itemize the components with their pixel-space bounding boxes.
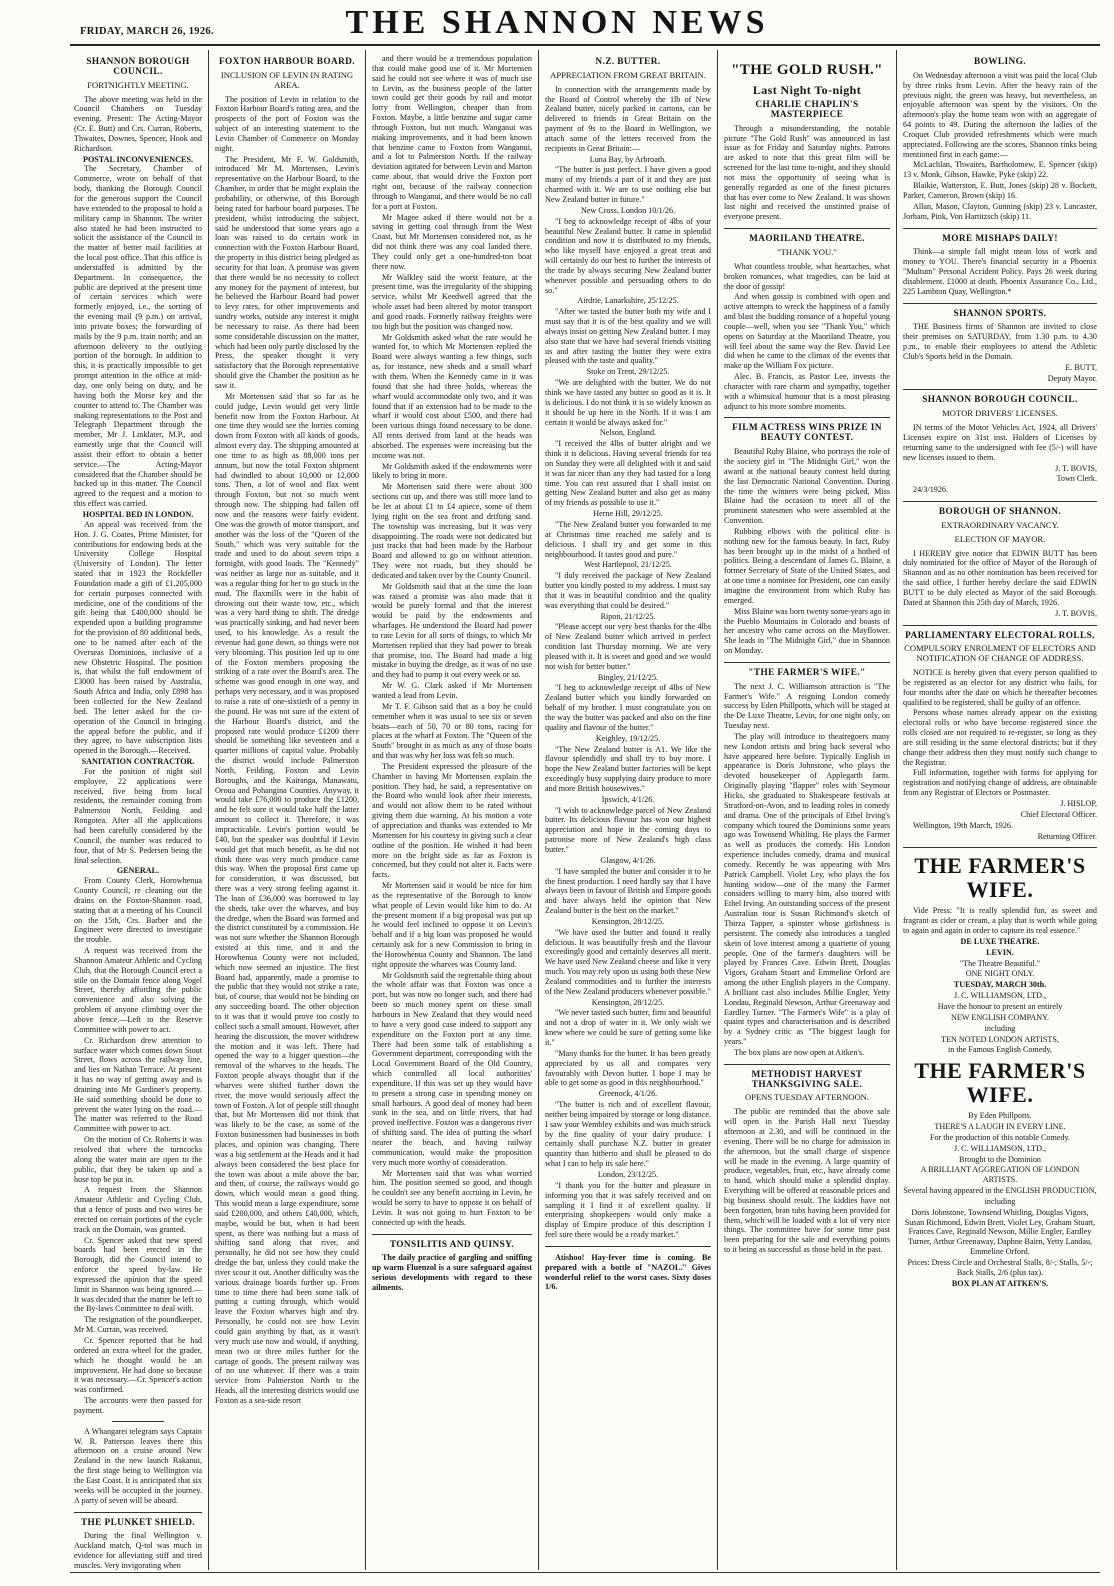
paragraph: Mr Mortensen said there were about 300 sections cut up, and there was still more land to be let at about £1 to £4 apiece, some of them lying right on the sea front and drifting sand. The township was increasing, but it was very disappointing. The roads were not dedicated but just tracks that had been made by the Harbour Board and allowed to go on without attention. They were not roads, but they should be dedicated and taken over by the County Council. <box>372 482 532 580</box>
paragraph: Miss Blaine was born twenty some-years ago in the Pueblo Mountains in Colorado and boasts of her ancestry who came across on the Mayflower. She leads in "The Midnight Girl," due in Shannon on Monday. <box>724 606 890 656</box>
footer-rule <box>70 1572 1100 1573</box>
paragraph: The play will introduce to theatregoers many new London artists and bring back several who have appeared here before. Typically English in appearance is Doris Johnstone, who plays the devoted housekeeper of Applegarth farm. Originally playing "flapper" roles with Seymour Hicks, she graduated to Shakespeare festivals at Stratford-on-Avon, and to leading roles in comedy and drama. One of the principals of Ethel Irving's company which toured the Dominions some years ago was Townsend Whitling. He plays the Farmer as well as produces the comedy. His London experience includes comedy, drama and musical comedy. Recently he was appearing with Mrs Patrick Campbell. Violet Ley, who plays the fox hunting widow—one of the many the Farmer considers willing to marry him, also toured with Ethel Irving. An outstanding success of the present Australian tour is Susan Richmond's sketch of Thirza Tapper, a spinster whose girlishness is persistent. The comedy also introduces a tangled skein of love interest among a quartette of young people. One of the farmer's daughters will be played by Frances Cave. Edwin Brett, Douglas Vigors, Graham Stuart and Emmeline Orford are among the other English players in the Company. A brilliant cast also includes Millie Engler, Yetty Londau, Reginald Newson, Arthur Greenaway and Eardley Turner. "The Farmer's Wife" is a play of quaint types and characterisation and is described by a Sydney critic as "The biggest laugh for years." <box>724 731 890 1047</box>
paragraph: In connection with the arrangements made by the Board of Control whereby the 1lb of New Zealand butter, nicely packed in cartons, can be delivered to friends in Great Britain on the payment of 9s to the Board in Wellington, we attach some of the letters received from the recipients in Great Britain:— <box>545 84 711 153</box>
advertisement-line: BOX PLAN AT AITKEN'S. <box>951 1278 1049 1288</box>
advertisement-line: THERE'S A LAUGH IN EVERY LINE. <box>934 1122 1066 1132</box>
letter-quote: "Please accept our very best thanks for the 4lbs of New Zealand butter which arrived in perfect condition last Thursday morning. We are very pleased with it. It is sweet and good and we would not wish for better butter." <box>545 622 711 671</box>
divider <box>903 228 1097 229</box>
divider <box>724 417 890 418</box>
advertisement-text: Think—a simple fall might mean loss of work and money to YOU. There's financial security in a Phoenix "Multum" Personal Accident Policy. Pays 26 week during disablement. £1000 at death. Phoenix Assurance Co., Ltd., 225 Lambton Quay, Wellington.* <box>903 247 1097 296</box>
paragraph: Mr Walkley said the worst feature, at the present time, was the irregularity of the shipping service, whilst Mr Keedwell agreed that the whole asset had been altered by motor transport and good roads. Formerly railway freights were too high but the position was changed now. <box>372 272 532 331</box>
letter-quote: "I received the 4lbs of butter alright and we think it is delicious. Having several friends for tea on Sunday they were all delighted with it and said it was far nicer than any they had tasted for a long time. You can rest assured that I shall insist on getting New Zealand butter and also get as many of my friends as possible to use it." <box>545 439 711 508</box>
advertisement-line: For the production of this notable Comedy. <box>929 1132 1071 1142</box>
advertisement-line: TUESDAY, MARCH 30th. <box>953 980 1047 990</box>
paragraph: An appeal was received from the Hon. J. G. Coates, Prime Minister, for contributions for endowing beds at the University College Hospital (University of London). The letter stated that in 1923 the Rockfeller Foundation made a gift of £1,205,000 for certain purposes connected with medicine, one of the conditions of the gift being that £400,000 should be expended upon a building programme for the provision of 80 additional beds, one to be named after each of the Overseas Dominions, inclusive of a new Obstetric Hospital. The position is, that whilst the full endowment of £3000 has been raised by Australia, South Africa and India, only £898 has been collected for the New Zealand bed. The letter asked for the co-operation of the Council in bringing the appeal before the public, and if they agree, to have subscription lists opened in the Borough.—Received. <box>74 519 202 756</box>
notice-heading: SHANNON SPORTS. <box>953 308 1047 319</box>
paragraph: Mr Goldsmith said the regrettable thing about the whole affair was that Foxton was once a port, but was now no longer such, and there had been so much money spent on these small harbours in New Zealand that they would need to have a very good case indeed to support any expenditure on the Foxton port at any time. There had been some talk of establishing a Government department, corresponding with the Local Government Board of the Old Country, which controlled all local authorities' expenditure. If this was set up they would have to present a strong case in spending money on small harbours. A good deal of money had been sunk in the sea, and on little rivers, that had proved ineffective. Foxton was a dangerous river of shifting sand. The idea of putting the wharf nearer the beach, and having railway communication, would make the proposition very much more worthy of consideration. <box>372 970 532 1167</box>
article-heading: N.Z. BUTTER. <box>595 57 661 67</box>
notice-date: Wellington, 19th March, 1926. <box>913 820 1013 830</box>
divider <box>112 1421 163 1422</box>
paragraph: On the motion of Cr. Roberts it was resolved that where the turncocks along the water main are open to the public, that they be taken up and a hose top be put in. <box>74 1135 202 1184</box>
paragraph: Blaikie, Watterston, E. Butt, Jones (skip) 28 v. Bockett, Parker, Cameron, Brown (skip) 16. <box>903 181 1097 200</box>
divider <box>724 228 890 229</box>
notice-subheading: COMPULSORY ENROLMENT OF ELECTORS AND NOTIFICATION OF CHANGE OF ADDRESS. <box>904 643 1096 664</box>
paragraph: Cr. Richardson drew attention to surface water which comes down Stout Street, flows across the railway line, and lies on Nathan Terrace. At present it has no way of getting away and is draining into Mr Gardiner's property. He said something should be done to prevent the water lying on the road.—The matter was referred to the Road Committee with power to act. <box>74 1035 202 1134</box>
letter-quote: "The New Zealand butter is A1. We like the flavour splendidly and shall try to buy more. I hope the New Zealand butter factories will be kept exceedingly busy supplying dairy produce to more and more British housewives." <box>545 744 711 793</box>
advertisement-line: By Eden Phillpotts. <box>968 1111 1032 1121</box>
advertisement-title: THE FARMER'S WIFE. <box>914 1058 1086 1108</box>
letter-quote: "We have used the butter and found it really delicious. It was beautifully fresh and the flavour exceedingly good and certainly deserves all merit. We have used New Zealand cheese and like it very much. You may rely upon us using both these New Zealand commodities and to further the interests of the New Zealand producers whenever possible." <box>545 927 711 996</box>
divider <box>903 847 1097 848</box>
letter-location: Bingley, 21/12/25. <box>597 672 659 682</box>
advertisement-line: "The Theatre Beautiful." <box>959 958 1041 968</box>
advertisement-text: Atishoo! Hay-fever time is coming. Be prepared with a bottle of "NAZOL." Gives wonderful relief to the worst cases. Sixty doses 1/6. <box>545 1252 711 1292</box>
article-subheading: FORTNIGHTLY MEETING. <box>87 79 189 90</box>
issue-date: FRIDAY, MARCH 26, 1926. <box>80 26 214 37</box>
column-2 <box>209 50 365 1570</box>
advertisement-title: THE FARMER'S WIFE. <box>914 853 1086 903</box>
paragraph: Allan, Mason, Clayton, Gunning (skip) 23 v. Lancaster, Jorham, Pink, Von Hartitzsch (skip) 11. <box>903 201 1097 221</box>
paragraph: McLachlan, Thwaites, Bartholomew, E. Spencer (skip) 13 v. Monk, Gibson, Hawke, Pyke (skip) 22. <box>903 160 1097 180</box>
paragraph: What countless trouble, what heartaches, what broken romances, what tragedies, can be laid at the door of gossip! <box>724 261 890 291</box>
column-4 <box>539 50 717 1570</box>
signature: J. HISLOP, <box>1060 799 1097 808</box>
paragraph: Mr W. G. Clark asked if Mr Mortensen wanted a lead from Levin. <box>372 681 532 700</box>
paragraph: Rubbing elbows with the political elite is nothing new for the famous beauty. In fact, Ruby has been brought up in the midst of a hotbed of politics. Being a descendant of James G. Blaine, a former Secretary of State of the United States, and at one time a nominee for President, one can easily imagine the environment from which Ruby has emerged. <box>724 526 890 605</box>
article-heading: THE PLUNKET SHIELD. <box>80 1517 196 1528</box>
letter-quote: "The butter is rich and of excellent flavour, neither being impaired by storage or long distance. I saw your Wembley exhibits and was much struck by the fine quality of your dairy produce. I certainly shall purchase N.Z. butter in greater quantity than hitherto and shall be pleased to do what I can to help its sale here." <box>545 1100 711 1169</box>
paragraph: Mr Goldsmith asked if the endowments were likely to bring in more. <box>372 461 532 481</box>
article-subheading: Last Night To-night <box>752 83 862 97</box>
newspaper-title: THE SHANNON NEWS <box>345 4 769 41</box>
divider <box>724 1064 890 1065</box>
notice-text: Persons whose names already appear on the existing electoral rolls or who have become registered since the rolls closed are not required to re-register, so long as they are still residing in the same electoral districts; but if they change their address then they must notify such change to the Registrar. <box>903 708 1097 767</box>
signature-title: Town Clerk. <box>1056 474 1097 484</box>
notice-subheading: MOTOR DRIVERS' LICENSES. <box>942 408 1058 419</box>
divider <box>545 1246 711 1247</box>
notice-heading: PARLIAMENTARY ELECTORAL ROLLS. <box>905 630 1095 641</box>
paragraph: The public are reminded that the above sale will open in the Parish Hall next Tuesday afternoon at 2.30, and will be continued in the evening. There will be no charge for admission in the afternoon, but the small charge of sixpence will be made in the evening. A large quantity of produce, vegetables, fruit, etc., have already come to hand, which should make a splendid display. Everything will be offered at reasonable prices and big business should result. The kiddies have not been forgotten, bran tubs having been provided for them, which will be loaded with a lot of very nice things. The committee have for some time past been preparing for the sale and everything points to it being as successful as those held in the past. <box>724 1107 890 1255</box>
letter-location: Luna Bay, by Arbroath. <box>589 154 667 164</box>
advertisement-line: Prices: Dress Circle and Orchestral Stalls, 8/-; Stalls, 5/-; Back Stalls, 2/6 (plus tax). <box>907 1258 1093 1277</box>
article-heading: "THE FARMER'S WIFE." <box>748 667 866 678</box>
divider <box>74 1512 202 1513</box>
article-subheading: OPENS TUESDAY AFTERNOON. <box>744 1092 870 1103</box>
article-heading: "THE GOLD RUSH." <box>731 62 883 78</box>
notice-subheading: ELECTION OF MAYOR. <box>954 533 1046 544</box>
paragraph: Mr Mortensen said it would be nice for him as the representative of the Borough to know what people of Levin would like him to do. At the present moment if a big proposal was put up he would feel inclined to oppose it on Levin's behalf and if a big loan was proposed he would certainly ask for a new Commission to bring in the Horowhenua County and Shannon. The land right opposite the wharves was County land. <box>372 881 532 969</box>
divider <box>903 625 1097 626</box>
paragraph: The position of Levin in relation to the Foxton Harbour Board's rating area, and the prospects of the port of Foxton was the subject of an interesting statement to the Levin Chamber of Commerce on Monday night. <box>215 94 359 153</box>
article-heading: SHANNON BOROUGH COUNCIL. <box>86 57 190 77</box>
divider <box>903 389 1097 390</box>
article-heading: BOWLING. <box>973 57 1027 67</box>
paragraph: The box plans are now open at Aitken's. <box>734 1047 865 1057</box>
letter-location: Herne Hill, 29/12/25. <box>593 509 663 519</box>
notice-text: THE Business firms of Shannon are invited to close their premises on SATURDAY, from 1.30 p.m. to 4.30 p.m., to enable their employees to attend the Athletic Club's Sports held in the Domain. <box>903 322 1097 361</box>
paragraph: The Secretary, Chamber of Commerce, wrote on behalf of that body, thanking the Borough Council for the generous support the Council have extended to the proposal to hold a military camp in Shannon. The writer also stated he had been instructed to solicit the assistance of the Council in the matter of better mail facilities at the local post office. That this office is understaffed is admitted by the Department. In consequence, the public are deprived at the present time of certain services which were formerly enjoyed, i.e., the sorting of the evening mail (9 p.m.) on arrival, into private boxes; the forwarding of mails by the 9 p.m. train north; and an afternoon delivery to the outlying portion of the borough. In addition to this, it is practically impossible to get prompt attention in the office at mid-day, one only being on duty, and he having both the Morse key and the counter to attend to. The Chamber was making representations to the Post and Telegraph Department through the member, Mr J. Linklater, M.P., and earnestly urge that the Council will assist their effort to obtain a better service.—The Acting-Mayor considered that the Chamber should be backed up in this matter. The Council agreed to the request and a motion to this effect was carried. <box>74 164 202 509</box>
signature: J. T. BOVIS, <box>1055 608 1097 618</box>
paragraph: A request from the Shannon Amateur Athletic and Cycling Club, that a fence of posts and two wires be erected on certain portions of the cycle track on the Domain, was granted. <box>74 1185 202 1234</box>
paragraph: A Whangarei telegram says Captain W. R. Patterson leaves there this afternoon on a cruise around New Zealand in the new launch Rakanui, the first stage being to Wellington via the East Coast. It is anticipated that six weeks will be occupied in the journey. A party of seven will be aboard. <box>74 1426 202 1505</box>
letter-quote: "I have sampled the butter and consider it to be the finest production. I need hardly say that I have always been in favour of British and Empire goods and have always held the opinion that New Zealand butter is the best on the market." <box>545 866 711 916</box>
advertisement-line: Brought to the Dominion <box>959 1154 1041 1164</box>
advertisement-line: A BRILLIANT AGGREGATION OF LONDON ARTISTS. <box>920 1165 1080 1185</box>
advertisement-line: LEVIN. <box>986 947 1014 957</box>
advertisement-line: J. C. WILLIAMSON, LTD., <box>953 991 1047 1001</box>
notice-heading: SHANNON BOROUGH COUNCIL. <box>922 395 1078 406</box>
paragraph: Mr Goldsmith asked what the rate would be wanted for, to which Mr Mortensen replied the Board were always wanting a few things, such as, for instance, new sheds and a small wharf with them. When the Kennedy came in it was found that she had three holds, whereas the wharf would accommodate only two, and it was found that if an extension had to be made to the wharf it would cost about £500, and there had been various things found necessary to be done. All rents derived from land at the heads was absorbed. The expenses were increasing but the income was not. <box>372 332 532 460</box>
advertisement-text: Vide Press: "It is really splendid fun, as sweet and fragrant as cider or cream, a play that is worth while going to again and again in order to capture its real essence." <box>903 906 1097 936</box>
signature: E. BUTT, <box>1065 362 1097 372</box>
letter-location: Kensington, 28/12/25. <box>591 916 665 926</box>
paragraph: Alec. B. Francis, as Pastor Lee, invests the character with rare charm and sympathy, together with a whimsical humour that is a most pleasing adjunct to his more sombre moments. <box>724 372 890 411</box>
signature-title: Deputy Mayor. <box>1047 373 1097 383</box>
article-subheading: APPRECIATION FROM GREAT BRITAIN. <box>550 69 706 80</box>
notice-text: Full information, together with forms for applying for registration and notifying change of address, are obtainable from any Registrar of Electors or Postmaster. <box>903 768 1097 798</box>
divider <box>724 662 890 663</box>
paragraph: and there would be a tremendous population that could make good use of it. Mr Mortensen said he could not see where it was of much use to Levin, as the business people of the latter town could get their goods by rail and motor lorry from Wellington, cheaper than from Foxton. Maybe, a little benzine and sugar came through Foxton, but not much. Wanganui was making improvements, and it had been known that benzine came to Foxton from Wanganui, and a lot to Palmerston North. If the railway deviation agitated for between Levin and Marton came about, that would drive the Foxton port right out, because of the railway connection through to Wanganui, and there would be no call for a port at Foxton. <box>372 54 532 211</box>
advertisement-line: in the Famous English Comedy, <box>948 1045 1052 1055</box>
advertisement-line: including <box>984 1023 1016 1033</box>
letter-quote: "I thank you for the butter and pleasure in informing you that it was safely received and on sampling it I find it of excellent quality. If enterprising shopkeepers would only make a display of Empire produce of this description I feel sure there would be a ready market." <box>545 1180 711 1240</box>
letter-quote: "After we tasted the butter both my wife and I must say that it is of the best quality and we will always insist on getting New Zealand butter. I may also state that we have had several friends visiting us and after tasting the butter they were extra pleased with the taste and quality." <box>545 307 711 366</box>
section-heading: SANITATION CONTRACTOR. <box>81 757 195 767</box>
notice-subheading: EXTRAORDINARY VACANCY. <box>941 519 1059 530</box>
notice-text: NOTICE is hereby given that every person qualified to be registered as an elector for any district who fails, for four months after the date on which he thereafter becomes qualified to be registered, shall be guilty of an offence. <box>903 668 1097 707</box>
column-5 <box>718 50 896 1570</box>
advertisement-line: J. C. WILLIAMSON, LTD., <box>953 1143 1047 1153</box>
paragraph: The President, Mr F. W. Goldsmith, introduced Mr M. Mortensen, Levin's representative on the Harbour Board, to the Chamber, in order that he might explain the probability, or otherwise, of this Borough being rated for harbour board purposes. The president, whilst introducing the subject, said he understood that some years ago a loan was raised to do certain work in connection with the Foxton Harbour Board, the property in this district being pledged as security for that loan. A promise was given that there would be no necessity to collect any money for the payment of interest, but he believed the Harbour Board had power to levy rates, for other improvements and sundry works, outside any interest it might be necessary to raise. As there had been some considerable discussion on the matter, which had been only partly disclosed by the Press, the speaker thought it very satisfactory that the Borough representative should give the Chamber the position as he saw it. <box>215 154 359 390</box>
advertisement-heading: MORE MISHAPS DAILY! <box>942 233 1058 244</box>
divider <box>372 1234 532 1235</box>
letter-location: Nelson, England. <box>599 428 657 438</box>
letter-location: Airdrie, Lanarkshire, 25/12/25. <box>577 296 679 306</box>
article-heading: FILM ACTRESS WINS PRIZE IN BEAUTY CONTEST. <box>732 423 882 444</box>
letter-quote: "I wish to acknowledge parcel of New Zealand butter. Its delicious flavour has won our highest appreciation and hope in the coming days to patronise more of New Zealand's high class butter." <box>545 805 711 854</box>
paragraph: From County Clerk, Horowhenua County Council, re cleaning out the drains on the Foxton-Shannon road, stating that at a meeting of his Council on the 15th, Crs. Barber and the Engineer were directed to investigate the trouble. <box>74 876 202 945</box>
paragraph: The resignation of the poundkeeper, Mr M. Curran, was received. <box>74 1315 202 1335</box>
paragraph: Cr. Spencer reported that he had ordered an extra wheel for the grader, which he thought would be an improvement. He had done so because it was necessary.—Cr. Spencer's action was confirmed. <box>74 1336 202 1395</box>
advertisement-line: TEN NOTED LONDON ARTISTS, <box>941 1034 1059 1044</box>
paragraph: The daily practice of gargling and sniffing up warm Fluenzol is a sure safeguard against serious developments with regard to these ailments. <box>372 1253 532 1292</box>
letter-quote: "We never tasted such butter, firm and beautiful and not a drop of water in it. We only wish we knew where we could be sure of getting some like it." <box>545 1008 711 1047</box>
article-heading: FOXTON HARBOUR BOARD. <box>218 57 356 67</box>
letter-quote: "The butter is just perfect. I have given a good many of my friends a part of it and they are just charmed with it. We are to use nothing else but New Zealand butter in future." <box>545 165 711 204</box>
signature: J. T. BOVIS, <box>1055 463 1097 473</box>
paragraph: For the position of night soil employee, 22 applications were received, five being from local residents, the remainder coming from Palmerston North, Feilding and Rongotea. After all the applications had been carefully considered by the Council, the number was reduced to four, that of Mr S. Pedersen being the final selection. <box>74 766 202 865</box>
paragraph: Mr Magee asked if there would not be a saving in getting coal through from the West Coast, but Mr Mortensen considered not, as he did not think there was any coal landed there. They could only get a one-hundred-ton boat there now. <box>372 212 532 271</box>
letter-location: London, 23/12/25. <box>597 1169 659 1179</box>
letter-quote: "I beg to acknowledge receipt of 4lbs of your beautiful New Zealand butter. It came in splendid condition and now it is distributed to my friends, who like myself have enjoyed a great treat and will certainly do our best to further the interests of the trade by always securing New Zealand butter whenever possible and persuading others to do so." <box>545 216 711 295</box>
paragraph: Mr Mortensen said that was what worried him. The position seemed so good, and though he couldn't see any benefit accruing in Levin, he would be sorry to have to oppose it on behalf of Levin. It was not going to hurt Foxton to be connected up with the heads. <box>372 1168 532 1227</box>
advertisement-line: Doris Johnstone, Townsend Whitling, Douglas Vigors, Susan Richmond, Edwin Brett, Violet Ley, Graham Stuart, Frances Cave, Reginald Newson, Millie Engler, Eardley Turner, Arthur Greenaway, Daphne Bairn, Yetty Landau, Emmeline Orford. <box>904 1207 1096 1257</box>
paragraph: Through a misunderstanding, the notable picture "The Gold Rush" was announced in last issue as for Friday and Saturday nights. Patrons are asked to note that this great film will be screened for the last time to-night, and they should not miss the opportunity of seeing what is generally regarded as one of the finest pictures that has ever come to New Zealand. It was shown last night and received the unstinted praise of everyone present. <box>724 123 890 222</box>
advertisement-line: ONE NIGHT ONLY. <box>965 969 1035 979</box>
article-subheading: CHARLIE CHAPLIN'S MASTERPIECE <box>755 100 859 120</box>
letter-location: Glasgow, 4/1/26. <box>600 855 656 865</box>
letter-location: Stoke on Trent, 29/12/25. <box>586 367 670 377</box>
letter-quote: "I duly received the package of New Zealand butter you kindly posted to my address. I must say that it was in beautiful condition and the quality was everything that could be desired." <box>545 571 711 610</box>
notice-text: I HEREBY give notice that EDWIN BUTT has been duly nominated for the office of Mayor of the Borough of Shannon and as no other nomination has been received for the said office, I further hereby declare the said EDWIN BUTT to be duly elected as Mayor of the said Borough. Dated at Shannon this 25th day of March, 1926. <box>903 548 1097 607</box>
paragraph: A request was received from the Shannon Amateur Athletic and Cycling Club, that the Borough Council erect a stile on the Domain fence along Vogel Street, thereby affording the public convenience and also solving the problem of anyone climbing over the above fence.—Left to the Reserve Committee with power to act. <box>74 946 202 1034</box>
advertisement-line: Several having appeared in the ENGLISH PRODUCTION, <box>903 1186 1097 1196</box>
divider <box>903 501 1097 502</box>
letter-quote: "We are delighted with the butter. We do not think we have tasted any butter so good as it is. It is delicious. I do not think it is so widely known as it should be up here in the North. If it was I am certain it would be always asked for." <box>545 378 711 427</box>
paragraph: The President expressed the pleasure of the Chamber in having Mr Mortensen explain the position. They had, he said, a representative on the Board who would look after their interests, and would not allow them to be rated without giving them due warning. At his motion a vote of appreciation and thanks was extended to Mr Mortensen for his courtesy in giving such a clear outline of the position. He wished it had been more on the bright side as far as Foxton is concerned, but they could not alter it. Facts were facts. <box>372 761 532 880</box>
paragraph: On Wednesday afternoon a visit was paid the local Club by three rinks from Levin. After the heavy rain of the previous night, the green was heavy, but nevertheless, an enjoyable afternoon was spent by the visitors. On the afternoon's play the home team won with an aggregate of 64 points to 49. During the afternoon the ladies of the Croquet Club provided refreshments which were much appreciated. Following are the scores, Shannon rinks being mentioned first in each game:— <box>903 70 1097 159</box>
advertisement-line: DE LUXE THEATRE. <box>960 936 1040 946</box>
section-heading: GENERAL. <box>116 866 160 876</box>
section-heading: HOSPITAL BED IN LONDON. <box>82 509 194 519</box>
article-subheading: "THANK YOU." <box>777 246 837 257</box>
article-heading: METHODIST HARVEST THANKSGIVING SALE. <box>751 1069 863 1090</box>
paragraph: And when gossip is combined with open and active attempts to wreck the happiness of a family and blast the budding romance of a hopeful young couple—well, when you see "Thank You," which opens on Saturday at the Maoriland Theatre, you will feel about the same way the Rev. David Lee did when he came to the climax of the events that make up the William Fox picture. <box>724 292 890 371</box>
paragraph: Cr. Spencer asked that new speed boards had been erected in the Borough, did the Council intend to enforce the speed by-law. He expressed the opinion that the speed limit in Shannon was being ignored.—It was decided that the matter be left to the By-laws Committee to deal with. <box>74 1235 202 1314</box>
notice-heading: BOROUGH OF SHANNON. <box>938 507 1062 518</box>
notice-date: 24/3/1926. <box>913 485 948 495</box>
paragraph: The above meeting was held in the Council Chambers on Tuesday evening. Present: The Acting-Mayor (Cr. E. Butt) and Crs. Curran, Roberts, Thwaites, Downes, Spencer, Hook and Richardson. <box>74 94 202 153</box>
signature-title: Chief Electoral Officer. <box>1020 809 1097 819</box>
paragraph: Mr Goldsmith said that at the time the loan was raised a promise was also made that it would be purely formal and that the interest would be paid by the endowments and wharfages. He understood the Board had power to rate Levin for all sorts of things, to which Mr Mortensen replied that they had power to break that promise, too. The Board had made a big mistake in buying the dredge, as it was of no use and they had to pump it out every week or so. <box>372 581 532 680</box>
letter-location: Kensington, 28/12/25. <box>591 997 665 1007</box>
article-heading: MAORILAND THEATRE. <box>749 234 865 245</box>
column-3 <box>366 50 538 1570</box>
masthead <box>0 0 1114 48</box>
letter-location: West Hartlepool, 21/12/25. <box>584 560 672 570</box>
column-1 <box>68 50 208 1570</box>
paragraph: Mr T. F. Gibson said that as a boy he could remember when it was usual to see six or seven boats—each of 50, 70 or 80 tons, racing for places at the wharf at Foxton. The "Queen of the South" brought in as much as any of those boats and that was why her loss was felt so much. <box>372 701 532 761</box>
advertisement-line: NEW ENGLISH COMPANY. <box>950 1012 1050 1022</box>
paragraph: Beautiful Ruby Blaine, who portrays the role of the society girl in "The Midnight Girl," won the award at the national beauty contest held during the last Democratic National Convention. During the time the winners were being picked, Miss Blaine had the occasion to meet all of the prominent statesmen who were assembled at the Convention. <box>724 447 890 526</box>
masthead-rule <box>70 44 1100 46</box>
notice-text: IN terms of the Motor Vehicles Act, 1924, all Drivers' Licenses expire on 31st inst. Holders of Licenses by returning same to the undersigned with fee (5/-) will have new licenses issued to them. <box>903 423 1097 462</box>
signature-title: Returning Officer. <box>1037 831 1097 841</box>
column-6 <box>897 50 1103 1570</box>
paragraph: During the final Wellington v. Auckland match, Q-tol was much in evidence for alleviating stiff and tired muscles. Very invigorating when <box>74 1531 202 1570</box>
letter-location: Ripon, 21/12/25. <box>600 611 656 621</box>
advertisement-line: Have the honour to present an entirely <box>937 1001 1063 1011</box>
letter-location: Greenock, 4/1/26. <box>598 1089 658 1099</box>
paragraph: Mr Mortensen said that so far as he could judge, Levin would get very little benefit now from the Foxton Harbour. At one time they would see the lorries coming down from Foxton with all kinds of goods, almost every day. The shipping amounted at one time to as high as 88,000 tons per annum, but now the total Foxton shipment had dwindled to about 10,000 or 12,000 tons. Then, a lot of wool and flax went through Foxton, but not so much went through now. The shipping had fallen off now and the reasons were fairly evident. One was the growth of motor transport, and another was the loss of the "Queen of the South," which was very suitable for the trade and used to do about seven trips a fortnight, with good loads. The "Kennedy" was neither as large nor as suitable, and it was a regular thing for her to go stuck in the mud. The flaxmills were in the habit of throwing out their waste tow, etc., which was a very hard thing to shift. The dredge was practically sinking, and had never been used, to his knowledge. As a result the revenue had gone down, so things were not very blooming. This position led up to one of the Foxton members proposing the striking of a rate over the Board's area. The scheme was good enough in one way, and perhaps very necessary, and it was proposed to raise a rate of one-sixtieth of a penny in the pound. He was not sure of the extent of the Harbour Board's district, and the proposed rate would produce £1200 there should be something like seventeen and a quarter millions of capital value. Probably the district would include Palmerston North, Feilding, Foxton and Levin Boroughs, and the Kairanga, Manawatu, Oroua and Pohangina Counties. Anyway, it would take £76,000 to produce the £1200, and he felt sure it would take half the latter amount to collect it. Therefore, it was impracticable. Levin's portion would be £40, but the speaker was doubtful if Levin would get that much benefit, as he did not think there was very much produce came this way. When the proposal first came up for consideration, it was discussed, but there was a very strong feeling against it. The loan of £36,000 was borrowed to lay the sheds, take over the wharves, and buy the dredge, when the Board was formed and the district constituted by a commission. He was not sure whether the Shannon Borough existed at this time, and it and the Horowhenua County were not included, which now seemed an injustice. The first Board had, apparently, made a promise to the public that they would not strike a rate, but, of course, that would not be binding on any succeeding board. The other objection to it was that it would prove too costly to collect such a small amount. However, after hearing the discussion, the mover withdrew the motion and it was left. There had opened the way to a bigger question—the removal of the wharves to the heads. The Foxton people always thought that if the wharves were shifted further down the river, the move would seriously affect the town of Foxton. A lot of people still thought that, but Mr Mortensen did not think that was likely to be the case, as some of the Foxton businessmen had businesses in both places, and opinion was changing. There was a big settlement at the Heads and it had always been considered the best place for the town was about a mile above the bar, and then, of course, the railways would go down, which would mean a good thing. This would mean a large expenditure, some said £200,000, and others £40,000, which, maybe, would be but, when it had been spent, as there was nothing but a mass of shifting sand along that river, and personally, he did not see how they could dredge the bar, unless they could make the river scour it out. Another difficulty was the various drainage boards further up. From time to time there had been some talk of putting a cutting through, which would leave the Foxton wharves high and dry. Personally, he could not see how Levin could gain anything by that, as it wasn't very much use now and would, if anything, mean two or three miles further for the cartage of goods. The present railway was of no use whatever. If there was a train service from Palmerston North to the Heads, all the interesting districts would use Foxton as a sea-side resort <box>215 391 359 1405</box>
article-subheading: INCLUSION OF LEVIN IN RATING AREA. <box>220 69 354 90</box>
letter-location: Ipswich, 4/1/26. <box>601 794 655 804</box>
paragraph: The next J. C. Williamson attraction is "The Farmer's Wife." A reigning London comedy success by Eden Phillpotts, which will be staged at the De Luxe Theatre, Levin, for one night only, on Tuesday next. <box>724 681 890 731</box>
paragraph: The accounts were then passed for payment. <box>74 1396 202 1415</box>
letter-location: Keighley, 19/12/25. <box>595 733 661 743</box>
letter-quote: "Many thanks for the butter. It has been greatly appreciated by us all and compares very favourably with Devon butter. I hope I may be able to get some as good in this neighbourhood." <box>545 1048 711 1088</box>
section-heading: POSTAL INCONVENIENCES. <box>82 154 193 164</box>
letter-quote: "The New Zealand butter you forwarded to me at Christmas time reached me safely and is delicious. I shall try and get some in this neighbourhood. It tastes good and pure." <box>545 519 711 559</box>
letter-quote: "I beg to acknowledge receipt of 4lbs of New Zealand butter which you kindly forwarded on behalf of my brother. I must congratulate you on the way the butter was packed and also on the fine quality and flavour of the butter." <box>545 683 711 732</box>
divider <box>903 303 1097 304</box>
article-heading: TONSILITIS AND QUINSY. <box>389 1239 515 1250</box>
letter-location: New Cross, London 10/1/26. <box>580 205 676 215</box>
advertisement-line: including <box>984 1196 1016 1206</box>
